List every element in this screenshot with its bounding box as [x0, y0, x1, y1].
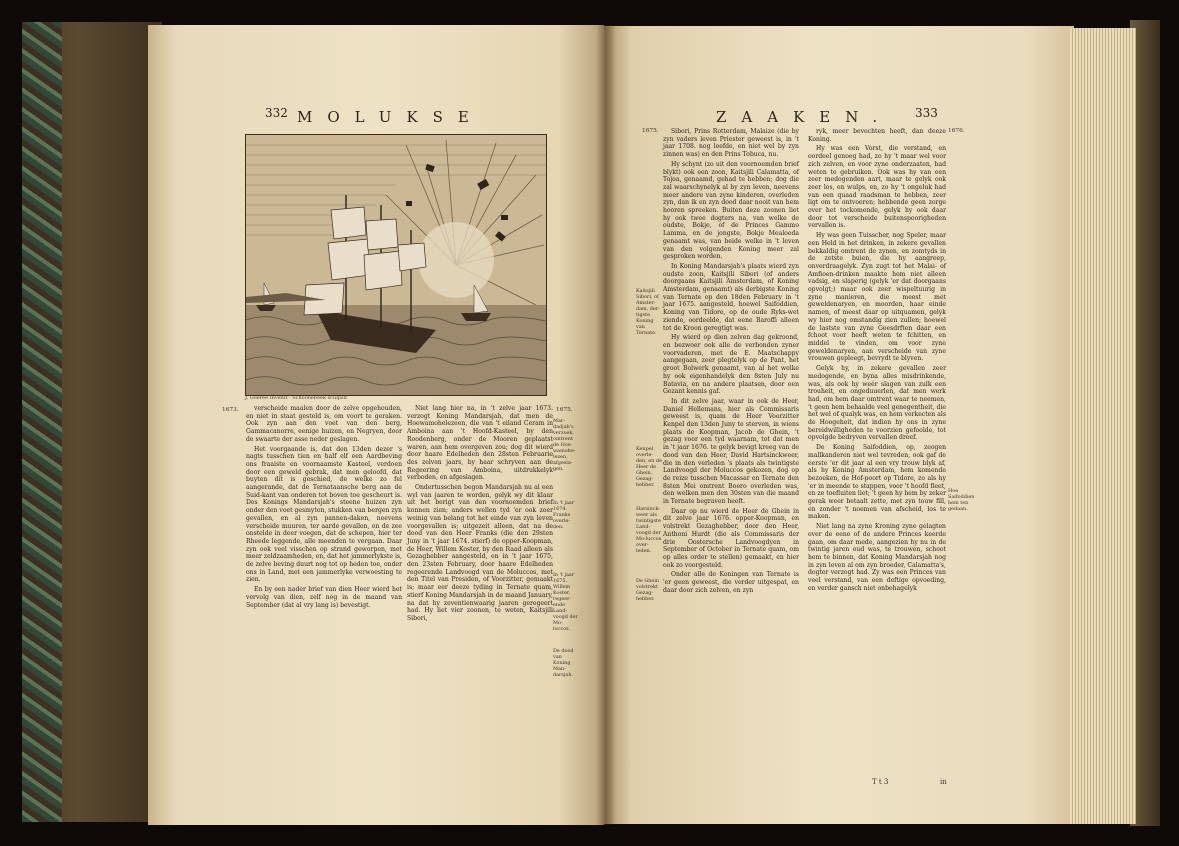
catchword: in — [940, 778, 947, 786]
margin-note: In 't jaar 1675. Willem Koster, regeer-ende Land-voogd der Mo-luccos. — [553, 572, 578, 632]
paragraph: Gelyk hy, in zekere gevallen zeer medogende, en byna alles misdrinkende, was, als ook hy weér slagen van zulk een trouheit, en ongeduuerlen, dat men werk had, om hem daar omtrent waar te neemen, 't geen hem behaalde veel genegentheit, die het wel of qualyk was, en hem verkecten als de Hoogeheit, dat indien hy ons in zyne bereidwilligheden te voorzien gefoolde, tot opvolgde bedryven vervallen dreef. — [808, 365, 946, 442]
margin-note: Kenpel overle-den, en de Heer de Ghein, Gezag-hebber. — [636, 446, 662, 488]
paragraph: Onder alle de Koningen van Ternate is 'er geen geweest, die verder uitgespat, en daar door zich zelven, en zyn — [663, 571, 799, 594]
paragraph: Het voorgaande is, dat den 13den dezer 's nagts tusschen tien en half elf een Aardbeving ons fraaiste en voornaamste Kasteel, verdoen door een geweld gebrak, dat men geloofd, dat buyten dit is geschied, de welke zo fel aangerande, dat de Ternataansche berg aan de Suid-kant van onderen tot boven toe gescheurt is. Des Konings Mandarsjah's steene huizen zyn onder den voet gesmyten, stukken van bergen zyn gevallen, en al zyn pannen-daken, neevens verscheide muuren, ter aarde gevallen, en de zee onstelde in deer voegen, dat de schepen, hier ter Rheede leggende, alle meenden te vergaan. Daar zyn ook veel visschen op strand geworpen, met meer zeldzaamheden, en, dat het jammerlykste is, de zelve beving duurt nog tot op heden toe, onder ons in Land, met een jammerlyke verwoesting te zien. — [246, 445, 402, 584]
engraving — [245, 134, 547, 396]
paragraph: En by een nader brief van dien Heer wierd het vervolg van dien, zelf nog in de maand van September (dat al vry lang is) bevestigt. — [246, 586, 402, 609]
marbled-endpaper — [22, 22, 62, 822]
margin-note: Kaitsjili Sibori, of Amster-dam, der-tigste Koning van Ternate. — [636, 288, 660, 336]
running-head-left: MOLUKSE — [297, 108, 484, 126]
margin-note: Mar-dadjah's verzoek, omtrent de Hoe-wamohe-lezen, afgesla-gen. — [553, 418, 576, 472]
page-number-left: 332 — [265, 106, 288, 120]
paragraph: Hy schynt (zo uit den voornoemden brief blykt) ook een zoon, Kaitsjili Calamatta, of Tojoa, genaamd, gehad te hebben; dog die zal waarschynelyk al by zyn leven, neevens meer andere van zyne kinderen, overleden zyn, dan ik en zyn dood daar nooit van hem hooren spreeken. Buiten deze zoonen liet hy ook twee dogters na, van welke de oudste, Bokje, of de Princes Gammo Lamma, en de jongste, Bokje Mealoeda genaamt was, van beide welke in 't leven van den volgenden Koning meer zal gesproken worden. — [663, 160, 799, 261]
paragraph: Daar op nu wierd de Heer de Ghein in dit zelve jaar 1676. opper-Koopman, en volstrekt Gezaghebber, door den Heer, Anthoni Hurdt (die als Commissaris der drie Oostersche Landvoogdyen in September of October in Ternate quam, om op alles order te stellen) gemaakt, en hier ook zo voorgesteld. — [663, 507, 799, 569]
paragraph: Ondertusschen begon Mandarsjah nu al een wyl van jaaren te worden, gelyk wy dit klaar uit het berigt van den voornoemden brief konnen zien; anders wellen tyd 'er ook zeer weinig van belang tot het einde van zyn leven voorgevallen is; uitgezeit alleen, dat na de dood van den Heer Franks (die den 29sten Juny in 't jaar 1674. stierf) de opper-Koopman, de Heer, Willem Koster, by den Raad alleen als Gezaghebber aangesteld, en in 't jaar 1675, den 23sten February, door haare Edelheden regeerende Landvoogd van de Moluccos, met den Titel van Presiden, of Voorzitter, gemaakt is; maar eer deeze tyding in Ternate quam, stierf Koning Mandarsjah in de maand January, na dat hy zeventienwaarig jaaren geregeert had. Hy liet vier zoonen, te weten, Kaitsjili Sibori, — [407, 484, 553, 622]
paragraph: Niet lang hier na, in 't zelve jaar 1673. verzogt Koning Mandarsjah, dat men de Hoewamohelezeen, die van 't eiland Ceram in Amboina aan 't Hoofd-Kasteel, by den Roodenberg, onder de Mooren geplaatst waren, aan hem overgeven zou; dog dit wierd door haare Edelheden den 28sten Februarie des zelven jaars, by haar schryven aan de Regeering van Amboina, uitdrukkelyk verboden, en afgeslagen. — [407, 405, 553, 482]
margin-note: In 't jaar 1674. Franks overle-den. — [553, 500, 575, 530]
right-page-column-2 — [808, 128, 946, 594]
paragraph: Hy wierd op dien zelven dag gekroond, en bezwoer ook alle de verbonden zyner voorvaderen, met de E. Maatschappy aangegaan, zeer plegtelyk op de Pant, het groot Bolwerk genaamt, van al het welke hy ook eigenhandelyk den 8sten July nu Batavia, en na andere plaatsen, door een Gezant kennis gaf. — [663, 334, 799, 396]
running-head-right: ZAAKEN. — [716, 108, 893, 126]
left-page-column-2 — [407, 405, 553, 625]
paragraph: In Koning Mandarsjah's plaats wierd zyn oudste zoon, Kaitsjili Sibori (of anders doorgaans Kaitsjili Amsterdam, of Koning Amsterdam, genaamt) als derbigste Koning van Ternate op den 18den February in 't jaar 1675. aangesteld, hoewel Saifoddien, Koning van Tidore, op de oude Ryks-wet ziende, oordeelde, dat eene Baroffi alleen tot de Kroon geregtigt was. — [663, 262, 799, 332]
page-number-right: 333 — [915, 106, 938, 120]
paragraph: ryk, meer bevochten heeft, dan deeze Koning. — [808, 128, 946, 143]
margin-note: De dood van Koning Man-darsjah. — [553, 648, 574, 678]
left-page-column-1 — [246, 405, 402, 611]
year-left-top: 1673. — [222, 407, 239, 413]
year-right-margin: 1676. — [948, 128, 965, 134]
paragraph: Hy was een Vorst, die verstand, en oordeel genoeg had, zo hy 't maar wel voor zich zelven, en voor zyne onderzaaten, had weten te gebruiken. Ook was hy van een zeer medogenden aart, maar te gelyk ook zeer los, en wulps, en, zo hy 't ongeluk had van een quaad raadsman te hebben, zeer ligt om te ontvoeren; hebbende geen zorge over het tockomende, gelyk hy ook daar door tot verscheide buitenspoorigheden vervallen is. — [808, 145, 946, 230]
margin-note: Hoe Saifoddien hem ten gedaan. — [948, 488, 975, 512]
margin-note: De Ghein volstrekt Gezag-hebber. — [636, 578, 660, 602]
margin-note: Harsinck-weer als twintigste Land-voogd der Mo-luccos over-leden. — [636, 506, 662, 554]
engraving-credit: J. Goeree Invenit · Schoonebeek sculpsit — [245, 395, 348, 401]
year-left-margin: 1675. — [556, 407, 573, 413]
year-right-top: 1675. — [642, 128, 659, 134]
paragraph: Niet lang na zyne Kroning zyne gelagten over de eene of de andere Princes keerde gaan, om daar mede, aangezien hy nu in de twintig jaren oud was, te trouwen, schoot hem te binnen, dat Koning Mandarsjah nog in zyn leven al om zyn broeder, Calamatta's, dogter verzogt had. Zy was een Princes van veel verstand, van een deftige opvoeding, en verder gansch niet onbehagelyk — [808, 523, 946, 592]
paragraph: verscheide maalen door de zelve opgehouden, en niet in staat gesteld is, om voort te geraken. Ook zyn aan den voet van den berg, Gammacanorre, eenige huizen, en Negryen, door de swaarte der asse neder geslagen. — [246, 405, 402, 443]
gutter-shadow — [596, 25, 616, 825]
paragraph: In dit zelve jaar, waar in ook de Heer, Daniel Hellemans, hier als Commissaris geweest is, quam de Heer Voorzitter Kenpel den 13den Juny te sterven, in wiens plaats de Koopman, Jacob de Ghein, 't gezag voor een tyd waarnam, tot dat men in 't jaar 1676. te gelyk bevigt kreeg van de dood van den Heer, David Hartsinckweer, die in den verleden 's plaats als twintigste Landvoogd der Moluccos gekozen, dog op de reize tusschen Macassar en Ternate den 8sten Mei omtrent Boero overleden was, den welken men den 30sten van die maand in Ternate begraven heeft. — [663, 397, 799, 506]
right-page-column-1 — [663, 128, 799, 596]
page-edges — [1070, 28, 1136, 824]
engraving-ship-explosion — [246, 135, 546, 395]
signature-mark: T t 3 — [872, 778, 889, 786]
paragraph: De Koning Saifoddien, op, zeogen mallkanderen niet wel tevreden, ook gaf de eerste 'er dit jaar al een vry trouw blyk af, als hy Koning Amsterdam, hem komende bezoeken, de Hof-poort op Tidore, zo als hy 'er in meende te stappen, voor 't hoofd fleet, en ze toefluiten liet; 't geen hy hem by zeker gerak weer betaalt zette, met zyn touw fill, en zonder 't noemen van afscheid, los te maken. — [808, 444, 946, 521]
paragraph: Sibori, Prins Rotterdam, Malaize (die by zyn vaders leven Priester geweest is, in 't jaar 1708. nog leefde, en niet wel by zyn zinnen was) en den Prins Tobuca, nu. — [663, 128, 799, 159]
paragraph: Hy was geen Tuisscher, nog Speler, maar een Held in het drinken, in zekere gevallen bekkaldig omtrent de zynen, en zomtyds in de zotste buien, die hy aangreep, onverdraagelyk. Zyn zugt tot het Malai- of Amfioen-drinken maakte hem niet alleen vadsig, en slaperig (gelyk 'er dat doorgaans opvolgt;) maar ook zeer wispeltuurig in zyne manieren, die meest met geweldenaryen, en moorden, haar einde namen, of meest daar op uitquamen, gelyk wy hier nog omstandig zien zullen; hoewel de lastste van zyne Geesdrften daar een fchoot voor heeft weten te fchitten, en middel te vinden, om voor zyne geweldenaryen, aan verscheide van zyne vrouwen gepleegt, bevrydt te blyven. — [808, 232, 946, 363]
